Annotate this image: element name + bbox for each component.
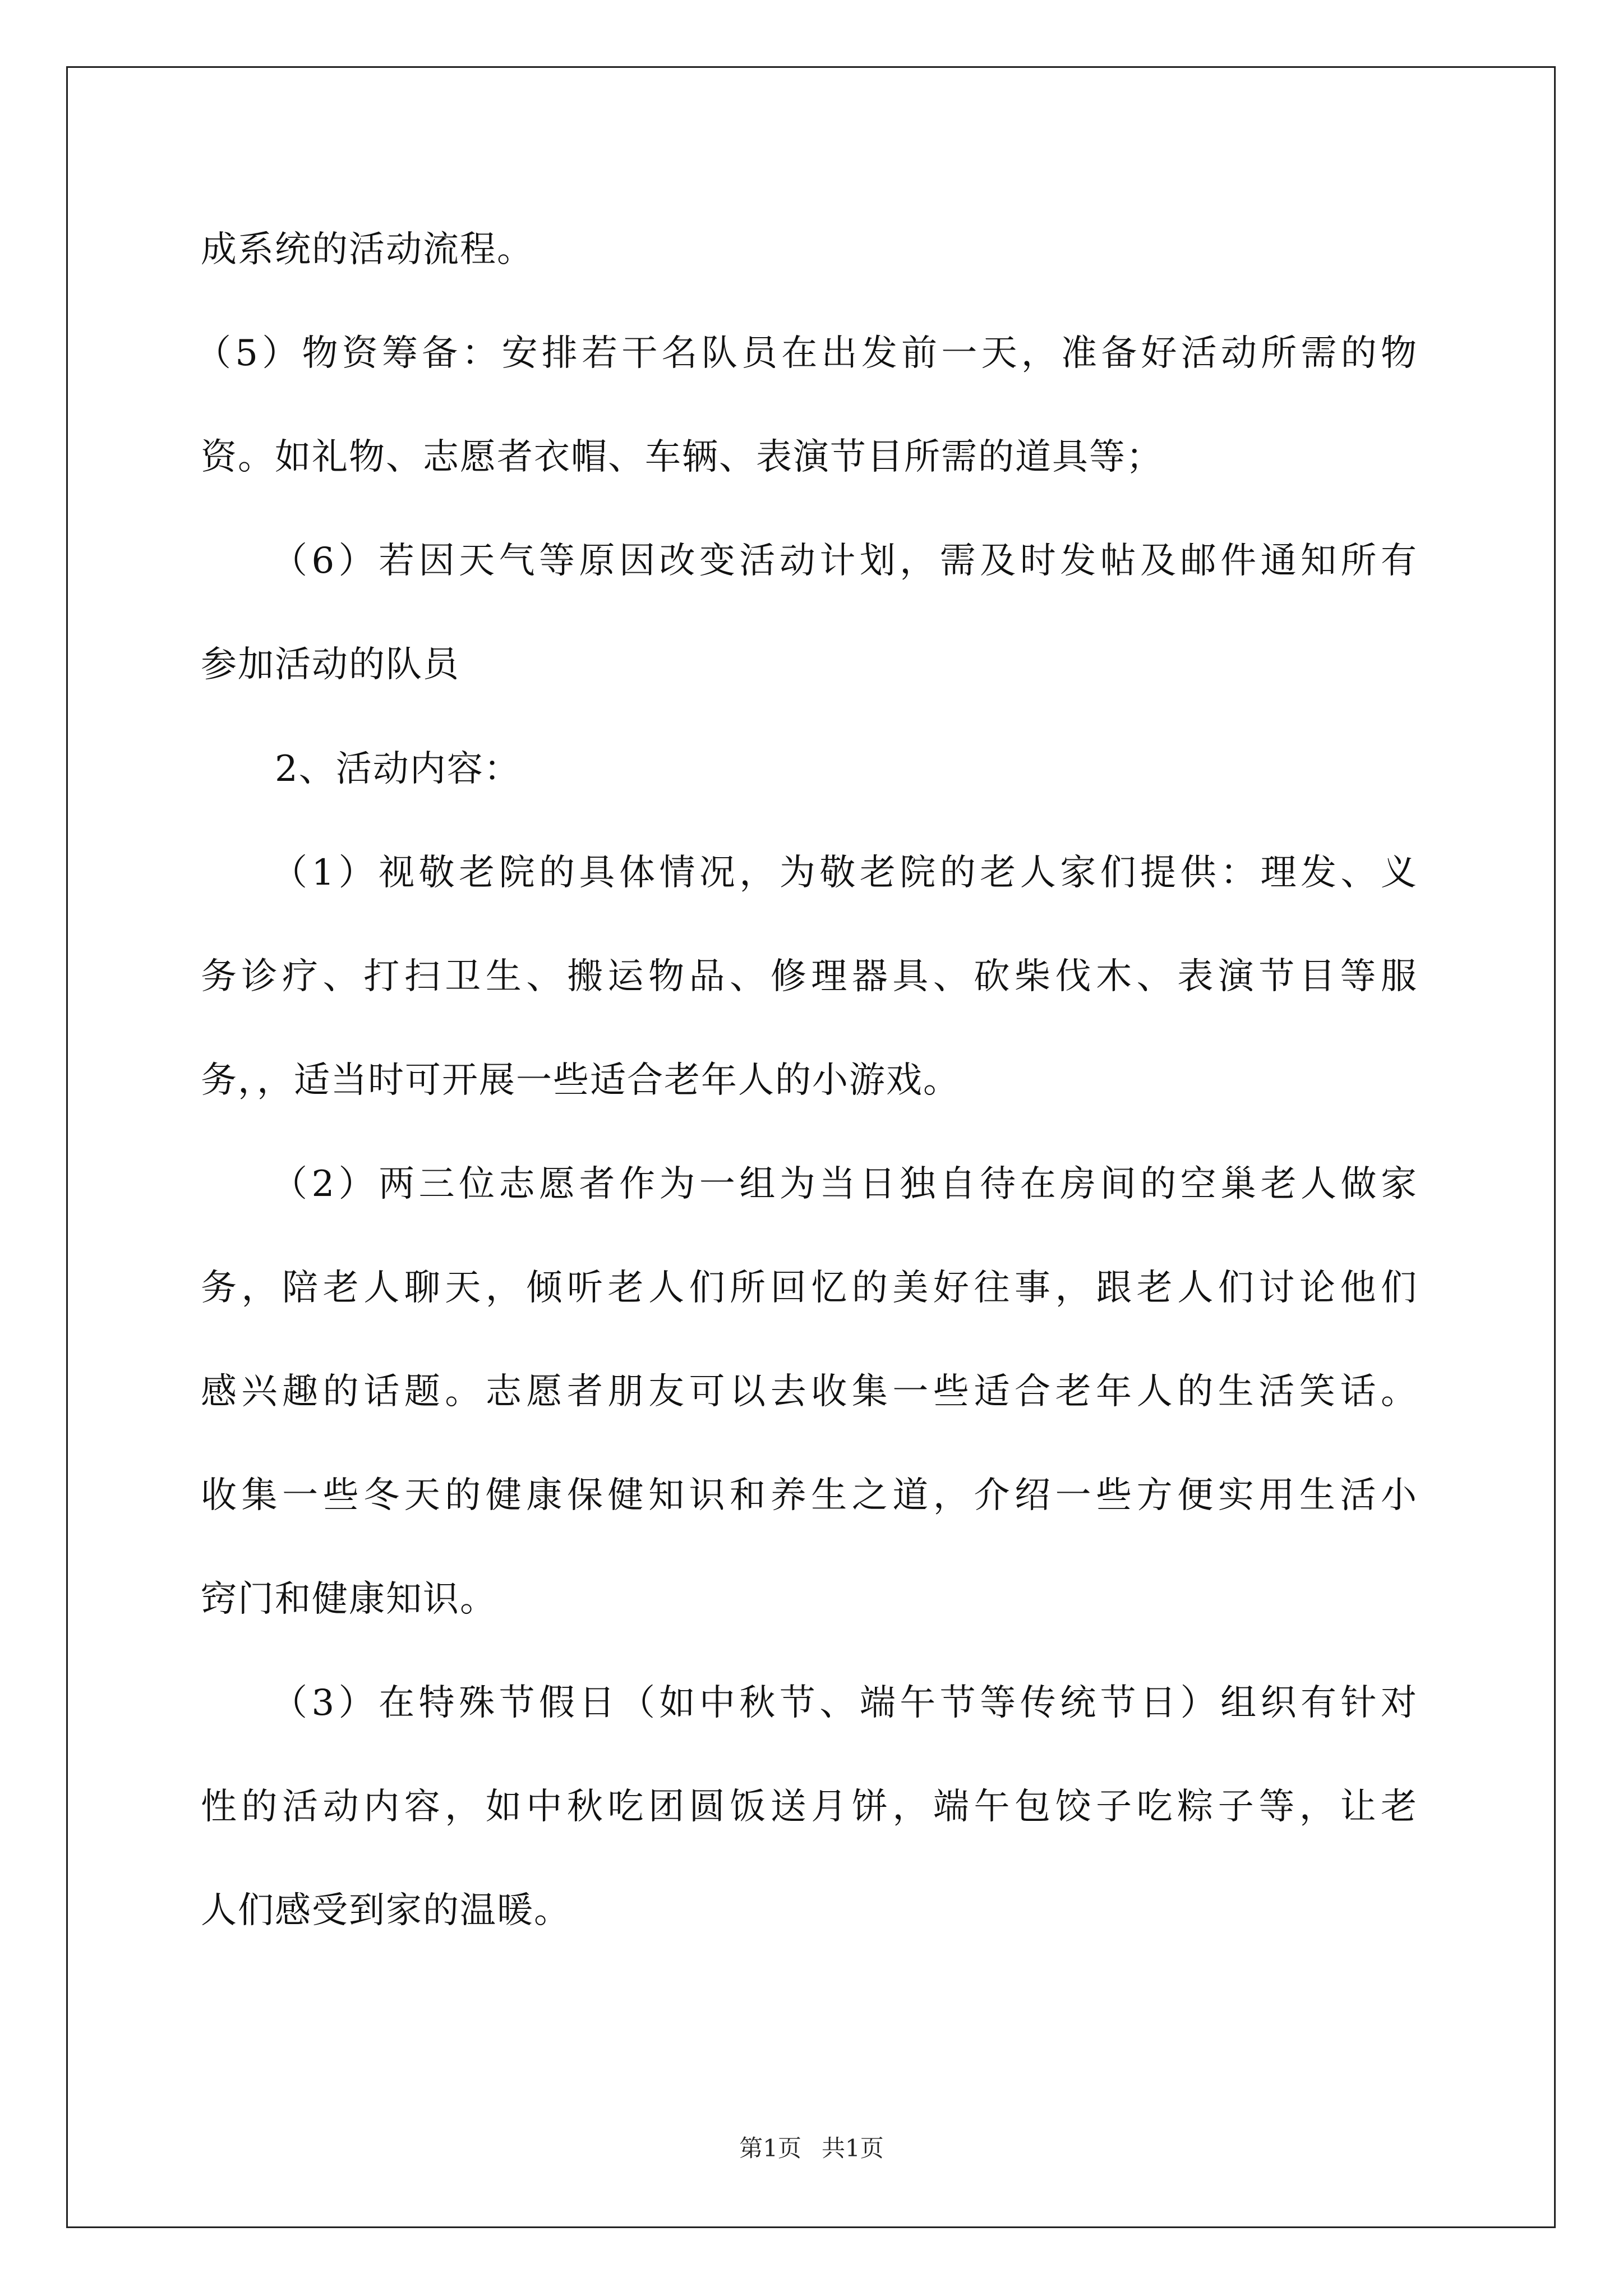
text-line: 性的活动内容，如中秋吃团圆饭送月饼，端午包饺子吃粽子等，让老 <box>201 1786 1418 1828</box>
section-heading: 2、活动内容： <box>275 748 521 790</box>
text-line: （6）若因天气等原因改变活动计划，需及时发帖及邮件通知所有 <box>271 540 1418 582</box>
text-line: （1）视敬老院的具体情况，为敬老院的老人家们提供：理发、义 <box>271 852 1418 894</box>
text-line: （2）两三位志愿者作为一组为当日独自待在房间的空巢老人做家 <box>271 1163 1418 1205</box>
text-line: 资。如礼物、志愿者衣帽、车辆、表演节目所需的道具等； <box>201 436 1163 478</box>
text-line: 感兴趣的话题。志愿者朋友可以去收集一些适合老年人的生活笑话。 <box>201 1371 1418 1412</box>
text-line: （5）物资筹备：安排若干名队员在出发前一天，准备好活动所需的物 <box>195 333 1418 374</box>
text-line: 成系统的活动流程。 <box>201 229 534 270</box>
page-number: 第1页 <box>739 2134 801 2162</box>
text-line: 务，，适当时可开展一些适合老年人的小游戏。 <box>201 1060 960 1101</box>
text-line: 务，陪老人聊天，倾听老人们所回忆的美好往事，跟老人们讨论他们 <box>201 1267 1418 1309</box>
text-line: 窍门和健康知识。 <box>201 1579 497 1620</box>
total-pages: 共1页 <box>822 2134 884 2162</box>
text-line: 人们感受到家的温暖。 <box>201 1890 571 1931</box>
text-line: 参加活动的队员 <box>201 644 460 685</box>
text-line: 务诊疗、打扫卫生、搬运物品、修理器具、砍柴伐木、表演节目等服 <box>201 956 1418 997</box>
page-footer <box>0 2132 1623 2165</box>
text-line: 收集一些冬天的健康保健知识和养生之道，介绍一些方便实用生活小 <box>201 1475 1418 1516</box>
text-line: （3）在特殊节假日（如中秋节、端午节等传统节日）组织有针对 <box>271 1682 1418 1724</box>
